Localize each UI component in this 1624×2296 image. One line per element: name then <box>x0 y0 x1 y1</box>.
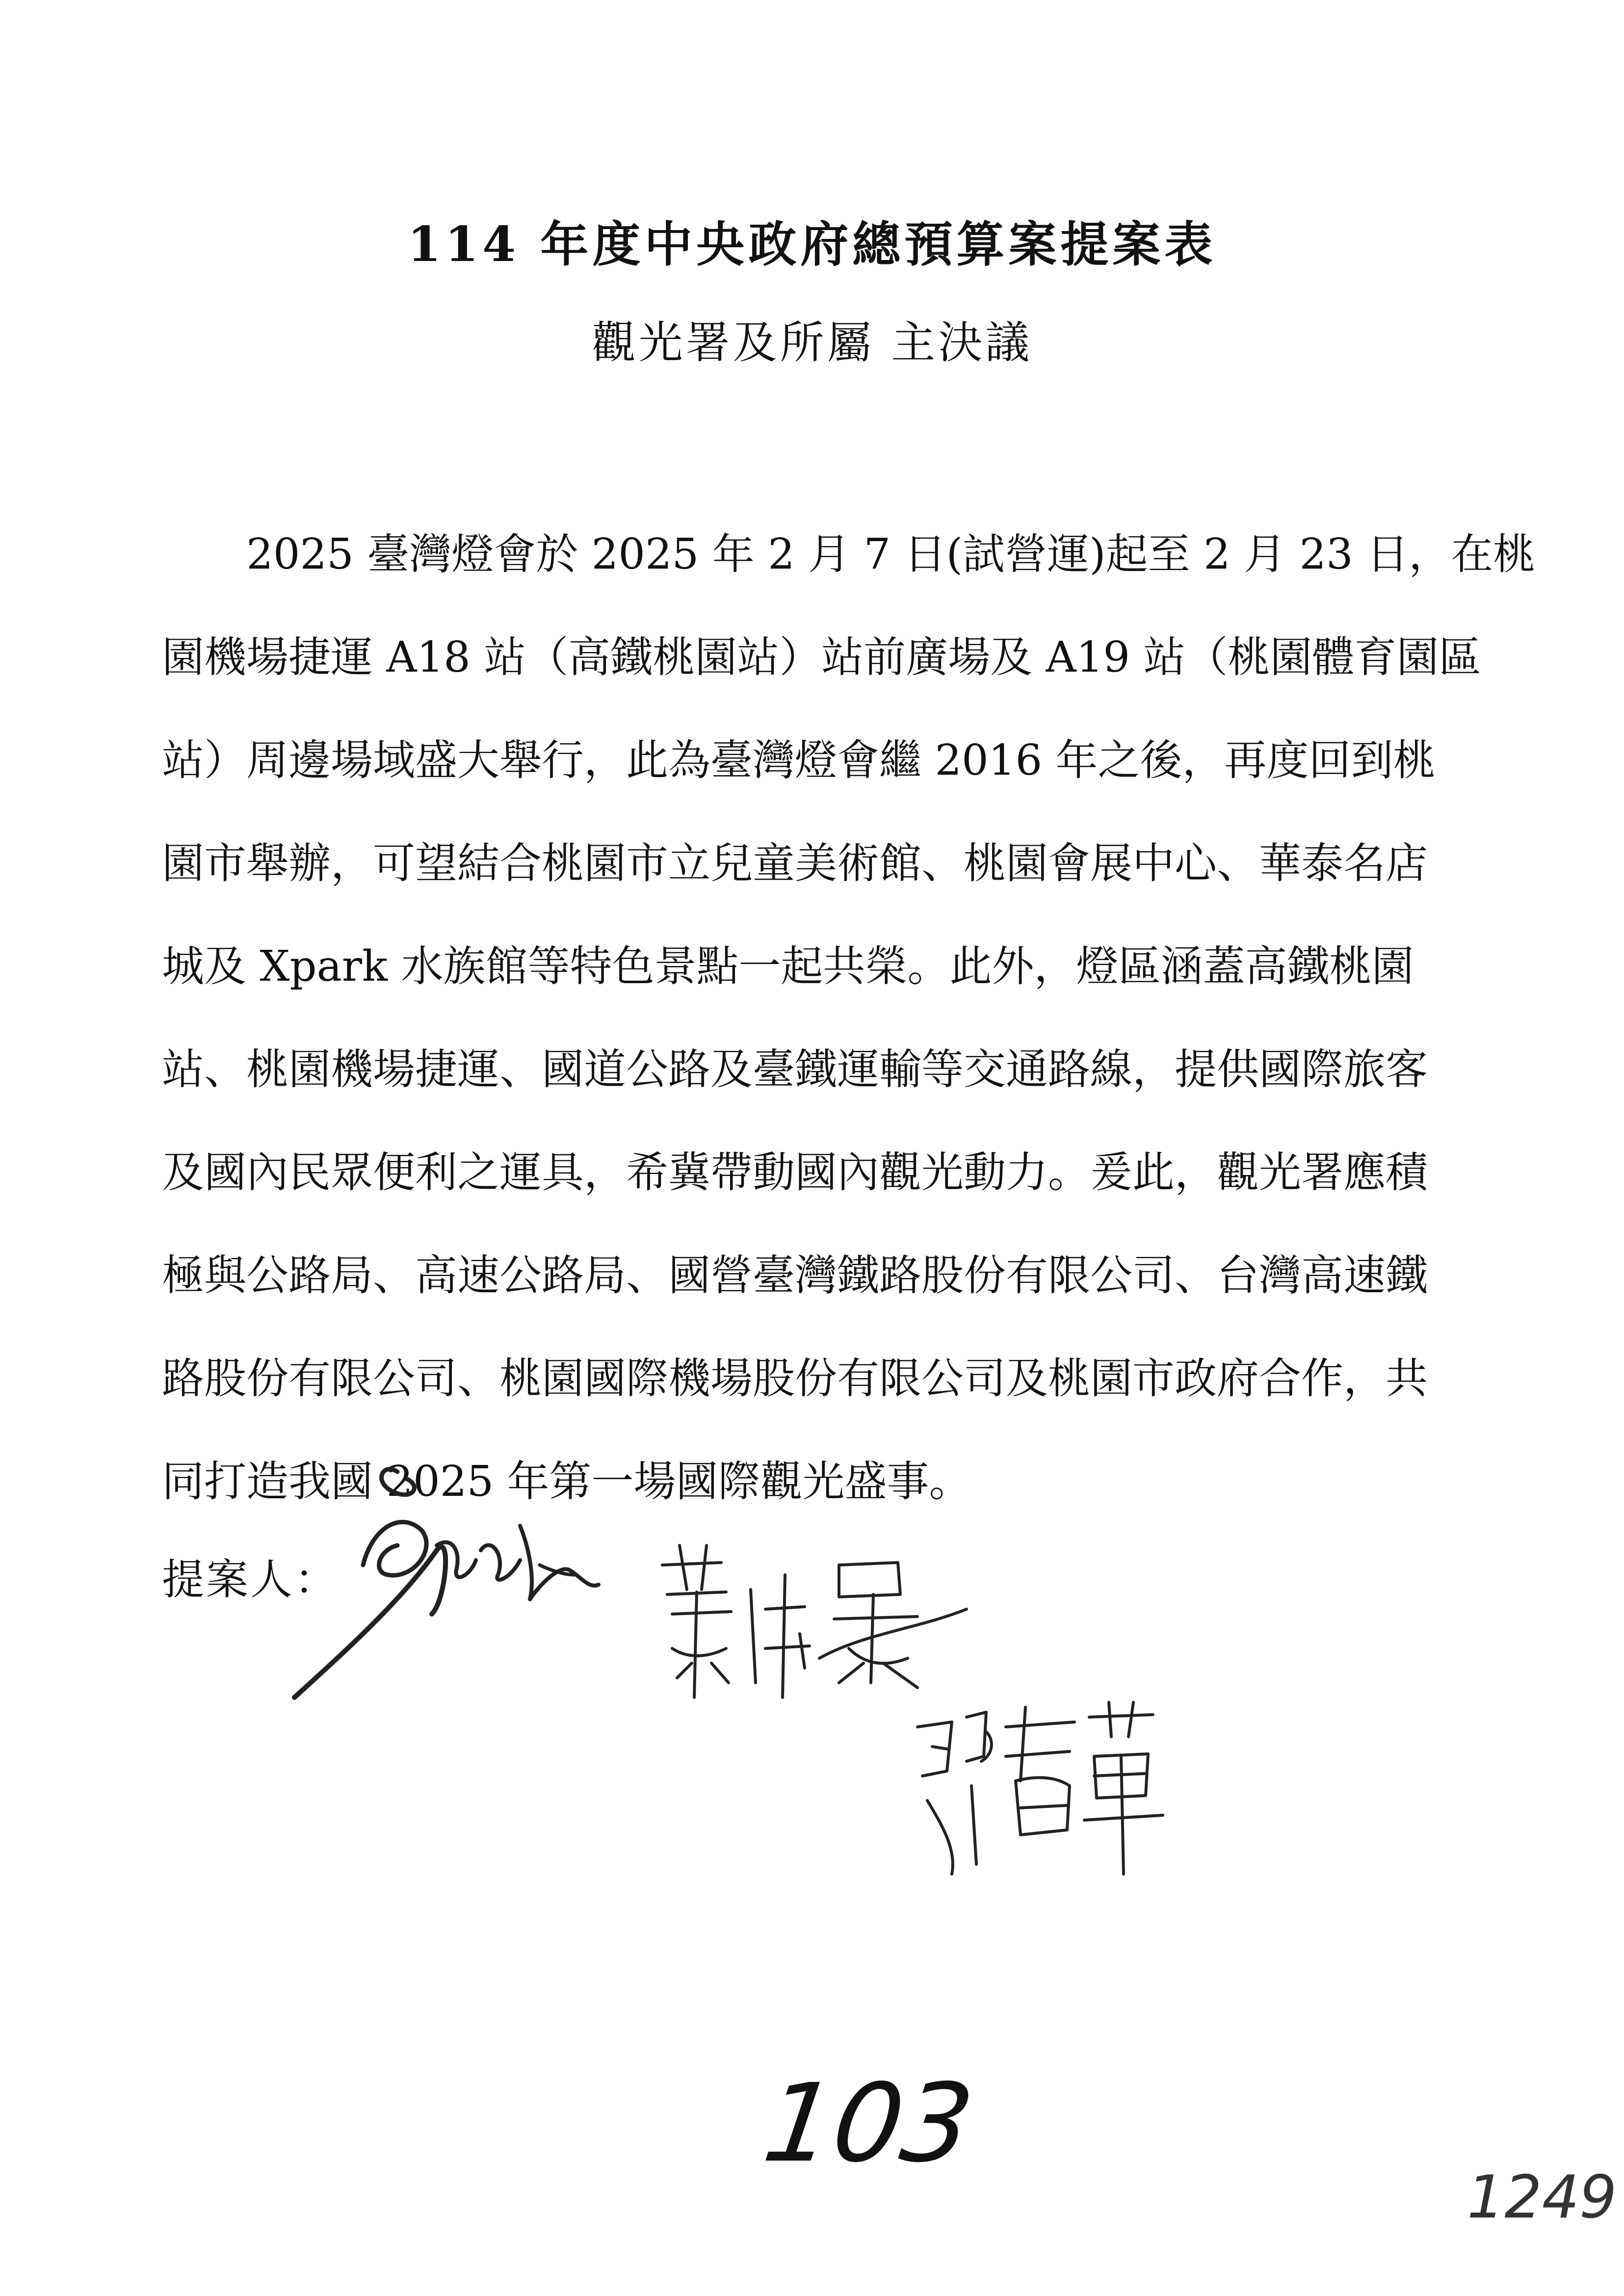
body-line: 2025 臺灣燈會於 2025 年 2 月 7 日(試營運)起至 2 月 23 日，在桃 <box>246 530 1536 579</box>
signature-1 <box>275 1452 618 1707</box>
signature-3 <box>898 1688 1173 1894</box>
body-line: 站）周邊場域盛大舉行，此為臺灣燈會繼 2016 年之後，再度回到桃 <box>162 736 1436 785</box>
page-number: 103 <box>757 2061 980 2186</box>
body-line: 極與公路局、高速公路局、國營臺灣鐵路股份有限公司、台灣高速鐵 <box>162 1251 1428 1300</box>
resolution-body <box>162 503 1536 1533</box>
body-line: 路股份有限公司、桃園國際機場股份有限公司及桃園市政府合作，共 <box>162 1354 1428 1403</box>
body-line: 園市舉辦，可望結合桃園市立兒童美術館、桃園會展中心、華泰名店 <box>162 839 1428 888</box>
body-line: 站、桃園機場捷運、國道公路及臺鐵運輸等交通路線，提供國際旅客 <box>162 1045 1428 1094</box>
body-line: 及國內民眾便利之運具，希冀帶動國內觀光動力。爰此，觀光署應積 <box>162 1148 1428 1197</box>
document-subtitle: 觀光署及所屬 主決議 <box>591 317 1033 368</box>
body-line: 同打造我國 2025 年第一場國際觀光盛事。 <box>162 1457 971 1506</box>
document-title: 114 年度中央政府總預算案提案表 <box>407 216 1217 273</box>
proposer-label: 提案人： <box>162 1555 339 1604</box>
body-line: 園機場捷運 A18 站（高鐵桃園站）站前廣場及 A19 站（桃園體育園區 <box>162 633 1481 682</box>
stamp-number: 1249 <box>1467 2164 1617 2232</box>
body-line: 城及 Xpark 水族館等特色景點一起共榮。此外，燈區涵蓋高鐵桃園 <box>162 942 1414 991</box>
